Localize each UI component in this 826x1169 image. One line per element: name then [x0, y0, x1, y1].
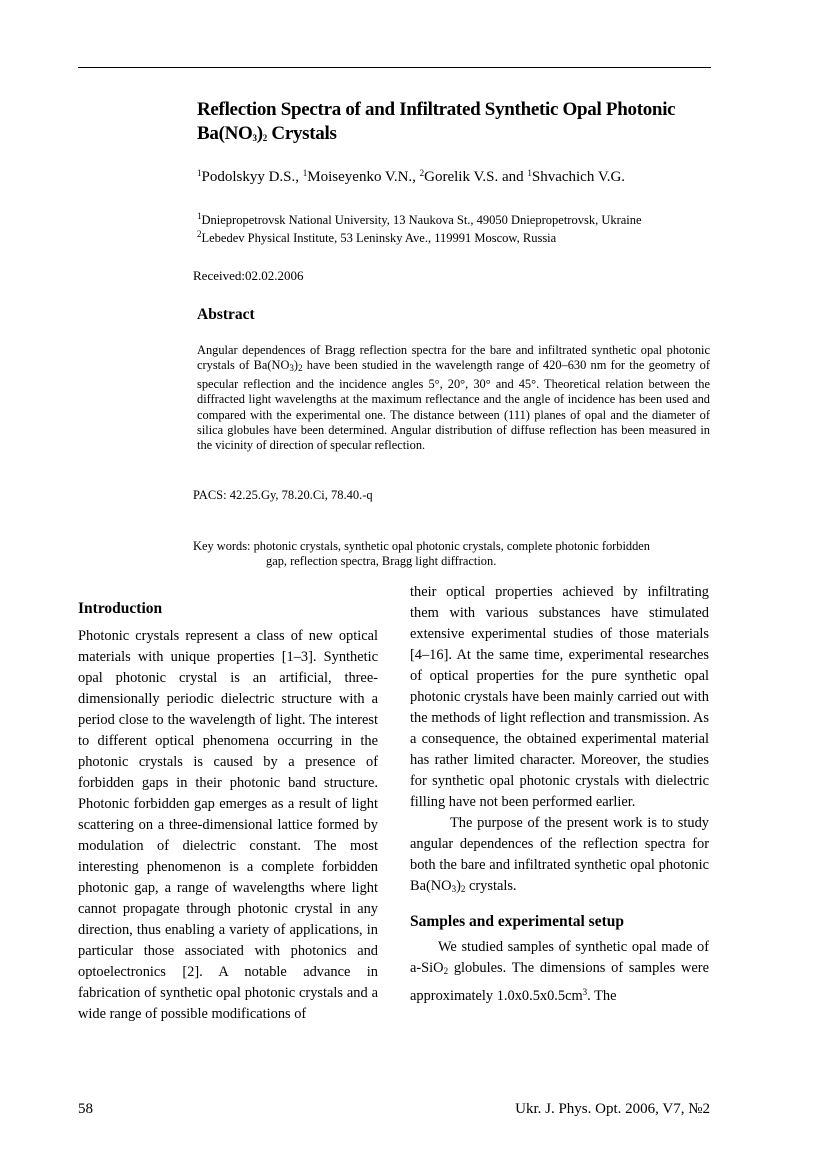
journal-citation: Ukr. J. Phys. Opt. 2006, V7, №2	[515, 1101, 710, 1117]
paragraph-samples: We studied samples of synthetic opal made of a-SiO$_2$ globules. The dimensions of samples were approximately $1.0x0.5x0.5cm^3$. The	[410, 939, 709, 1004]
title-line-2: $Ba(NO_3)_2$ Crystals	[197, 123, 337, 144]
keywords-label: Key words:	[193, 539, 251, 553]
paragraph-purpose: The purpose of the present work is to study angular dependences of the reflection spectra for both the bare and infiltrated synthetic opal photonic $Ba(NO_3)_2$ crystals.	[410, 815, 709, 894]
author-list: $^1$Podolskyy D.S., $^1$Moiseyenko V.N., $^2$Gorelik V.S. and $^1$Shvachich V.G.	[197, 168, 626, 185]
header-rule	[78, 67, 711, 68]
affiliation-1: $^1$Dniepropetrovsk National University, 13 Naukova St., 49050 Dniepropetrovsk, Ukraine	[197, 211, 642, 227]
abstract-heading: Abstract	[197, 306, 255, 323]
paragraph-continued: their optical properties achieved by infiltrating them with various substances have stimulated extensive experimental studies of those materials [4–16]. At the same time, experimental researches of optical properties for the pure synthetic opal photonic crystals have been mainly carried out with the methods of light reflection and transmission. As a consequence, the obtained experimental material has rather limited character. Moreover, the studies for synthetic opal photonic crystals with dielectric filling have not been performed earlier.	[410, 584, 709, 810]
abstract-body: Angular dependences of Bragg reflection spectra for the bare and infiltrated synthetic opal photonic crystals of $Ba(NO_3)_2$ have been studied in the wavelength range of 420–630 nm for the geometry of specular reflection and the incidence angles 5°, 20°, 30° and 45°. Theoretical relation between the diffracted light wavelengths at the maximum reflectance and the angle of incidence has been used and compared with the experimental one. The distance between (111) planes of opal and the diameter of silica globules have been determined. Angular distribution of diffuse reflection has been measured in the vicinity of direction of specular reflection.	[197, 343, 710, 453]
pacs-codes: PACS: 42.25.Gy, 78.20.Ci, 78.40.-q	[193, 488, 373, 502]
title-line-1: Reflection Spectra of and Infiltrated Synthetic Opal Photonic	[197, 99, 676, 120]
samples-heading: Samples and experimental setup	[410, 913, 624, 930]
right-column	[410, 582, 709, 1007]
left-column	[78, 600, 378, 1025]
introduction-heading: Introduction	[78, 600, 163, 617]
received-date: Received:02.02.2006	[193, 268, 304, 283]
page-number: 58	[78, 1101, 93, 1117]
affiliation-2: $^2$Lebedev Physical Institute, 53 Leninsky Ave., 119991 Moscow, Russia	[197, 229, 557, 245]
keywords: Key words: photonic crystals, synthetic opal photonic crystals, complete photonic forbidden gap, reflection spectra, Bragg light diffraction.	[193, 539, 650, 568]
paper-title	[197, 98, 717, 150]
introduction-paragraph: Photonic crystals represent a class of new optical materials with unique properties [1–3]. Synthetic opal photonic crystal is an artificial, three-dimensionally periodic dielectric structure with a period close to the wavelength of light. The interest to different optical phenomena occurring in the photonic crystals is caused by a presence of forbidden gaps in their photonic band structure. Photonic forbidden gap emerges as a result of light scattering on a three-dimensional lattice formed by modulation of dielectric constant. The most interesting phenomenon is a complete forbidden photonic gap, a range of wavelengths where light cannot propagate through photonic crystal in any direction, thus enabling a variety of applications, in particular those associated with photonics and optoelectronics [2]. A notable advance in fabrication of synthetic opal photonic crystals and a wide range of possible modifications of	[78, 628, 378, 1022]
